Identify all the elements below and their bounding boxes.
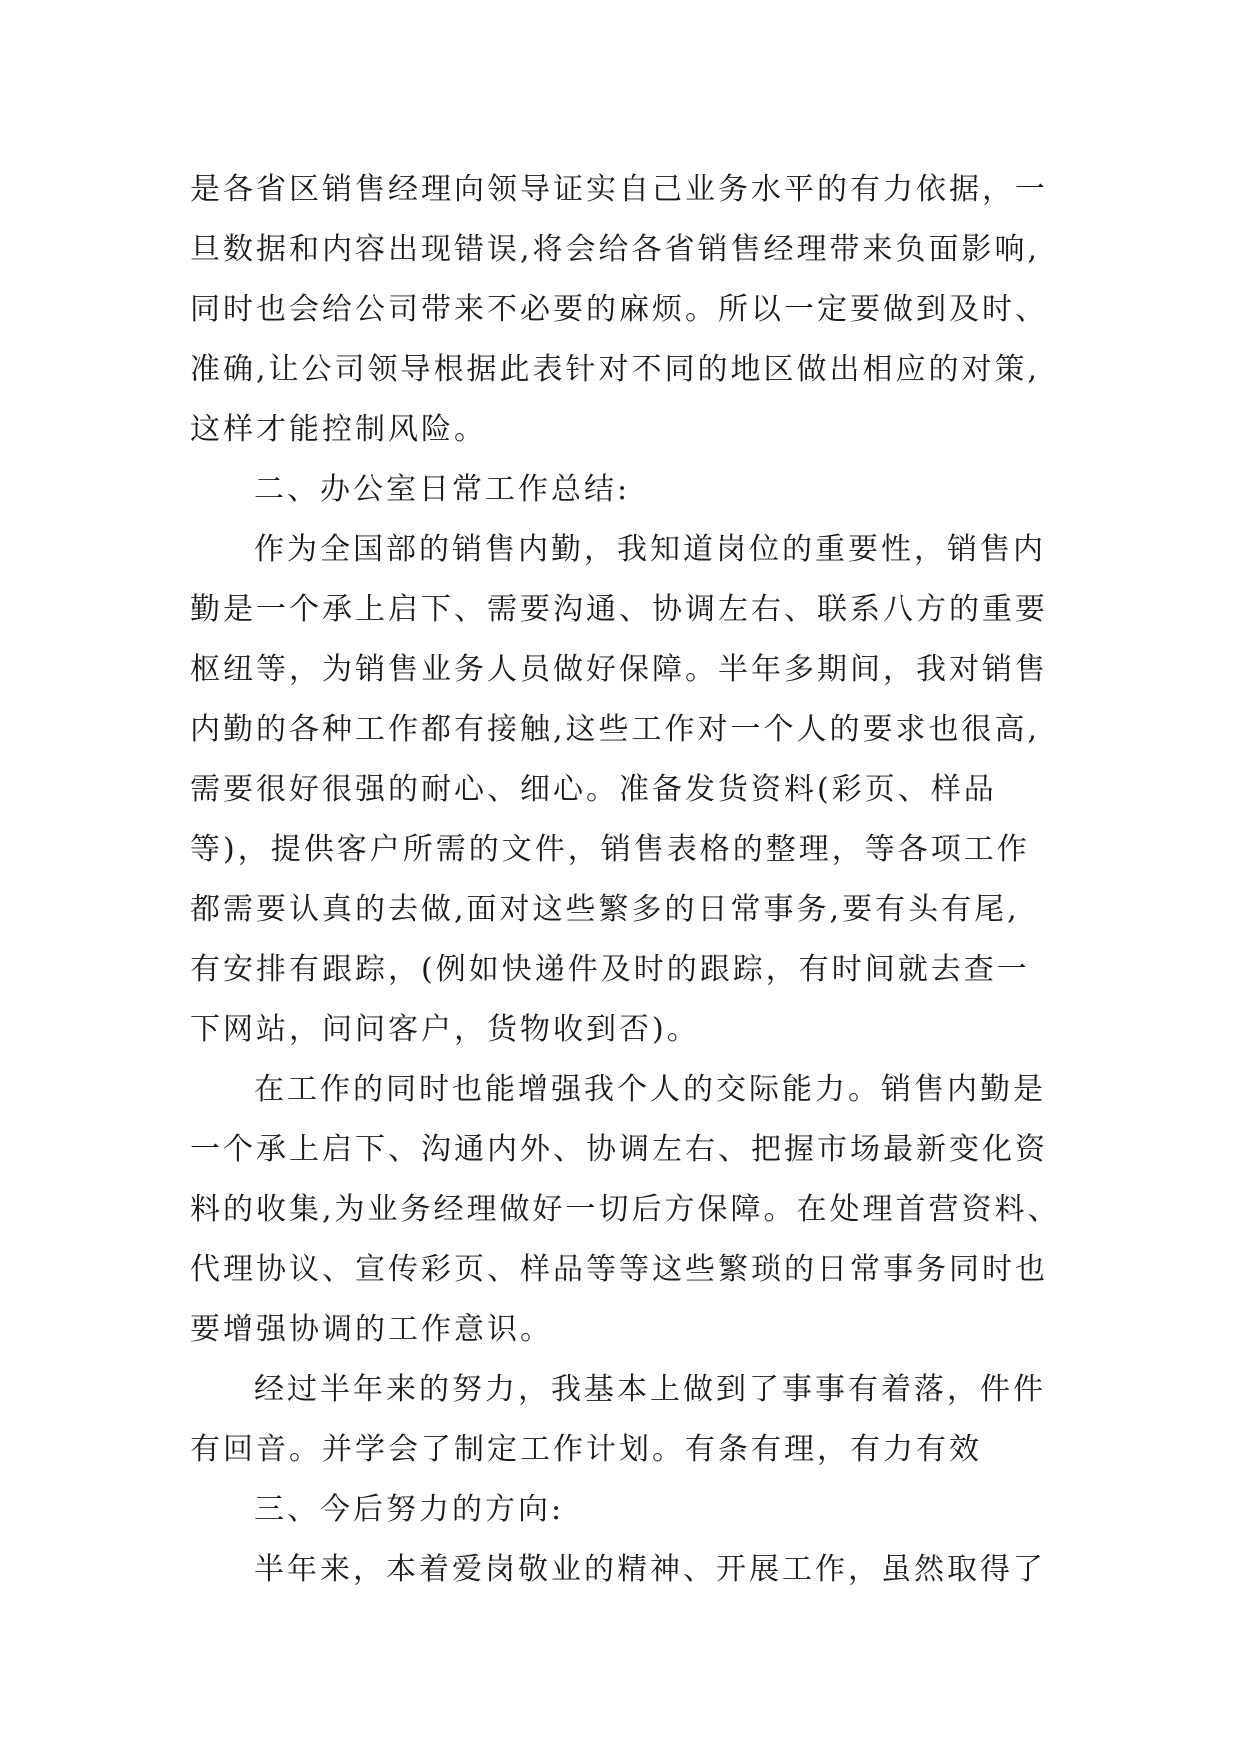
text-line: 半年来，本着爱岗敬业的精神、开展工作，虽然取得了 <box>254 1552 1046 1587</box>
text-line: 旦数据和内容出现错误,将会给各省销售经理带来负面影响, <box>190 232 1041 267</box>
text-line: 要增强协调的工作意识。 <box>190 1312 553 1347</box>
text-line: 二、办公室日常工作总结: <box>254 472 631 507</box>
text-line: 勤是一个承上启下、需要沟通、协调左右、联系八方的重要 <box>190 592 1048 627</box>
text-line: 枢纽等，为销售业务人员做好保障。半年多期间，我对销售 <box>190 652 1048 687</box>
text-line: 准确,让公司领导根据此表针对不同的地区做出相应的对策, <box>190 352 1041 387</box>
text-line: 料的收集,为业务经理做好一切后方保障。在处理首营资料、 <box>190 1192 1061 1227</box>
text-line: 有安排有跟踪，(例如快递件及时的跟踪，有时间就去查一 <box>190 952 1030 987</box>
text-line: 内勤的各种工作都有接触,这些工作对一个人的要求也很高, <box>190 712 1041 747</box>
text-line: 需要很好很强的耐心、细心。准备发货资料(彩页、样品 <box>190 772 997 807</box>
text-line: 下网站，问问客户，货物收到否)。 <box>190 1012 700 1047</box>
text-line: 是各省区销售经理向领导证实自己业务水平的有力依据，一 <box>190 172 1048 207</box>
text-line: 一个承上启下、沟通内外、协调左右、把握市场最新变化资 <box>190 1132 1048 1167</box>
text-line: 经过半年来的努力，我基本上做到了事事有着落，件件 <box>254 1372 1046 1407</box>
text-line: 三、今后努力的方向: <box>254 1492 565 1527</box>
text-line: 同时也会给公司带来不必要的麻烦。所以一定要做到及时、 <box>190 292 1048 327</box>
document-body <box>190 160 1070 1600</box>
text-line: 作为全国部的销售内勤，我知道岗位的重要性，销售内 <box>254 532 1046 567</box>
text-line: 有回音。并学会了制定工作计划。有条有理，有力有效 <box>190 1432 982 1467</box>
text-line: 都需要认真的去做,面对这些繁多的日常事务,要有头有尾, <box>190 892 1020 927</box>
text-line: 这样才能控制风险。 <box>190 412 487 447</box>
text-line: 代理协议、宣传彩页、样品等等这些繁琐的日常事务同时也 <box>190 1252 1048 1287</box>
text-line: 等)，提供客户所需的文件，销售表格的整理，等各项工作 <box>190 832 1030 867</box>
text-line: 在工作的同时也能增强我个人的交际能力。销售内勤是 <box>254 1072 1046 1107</box>
